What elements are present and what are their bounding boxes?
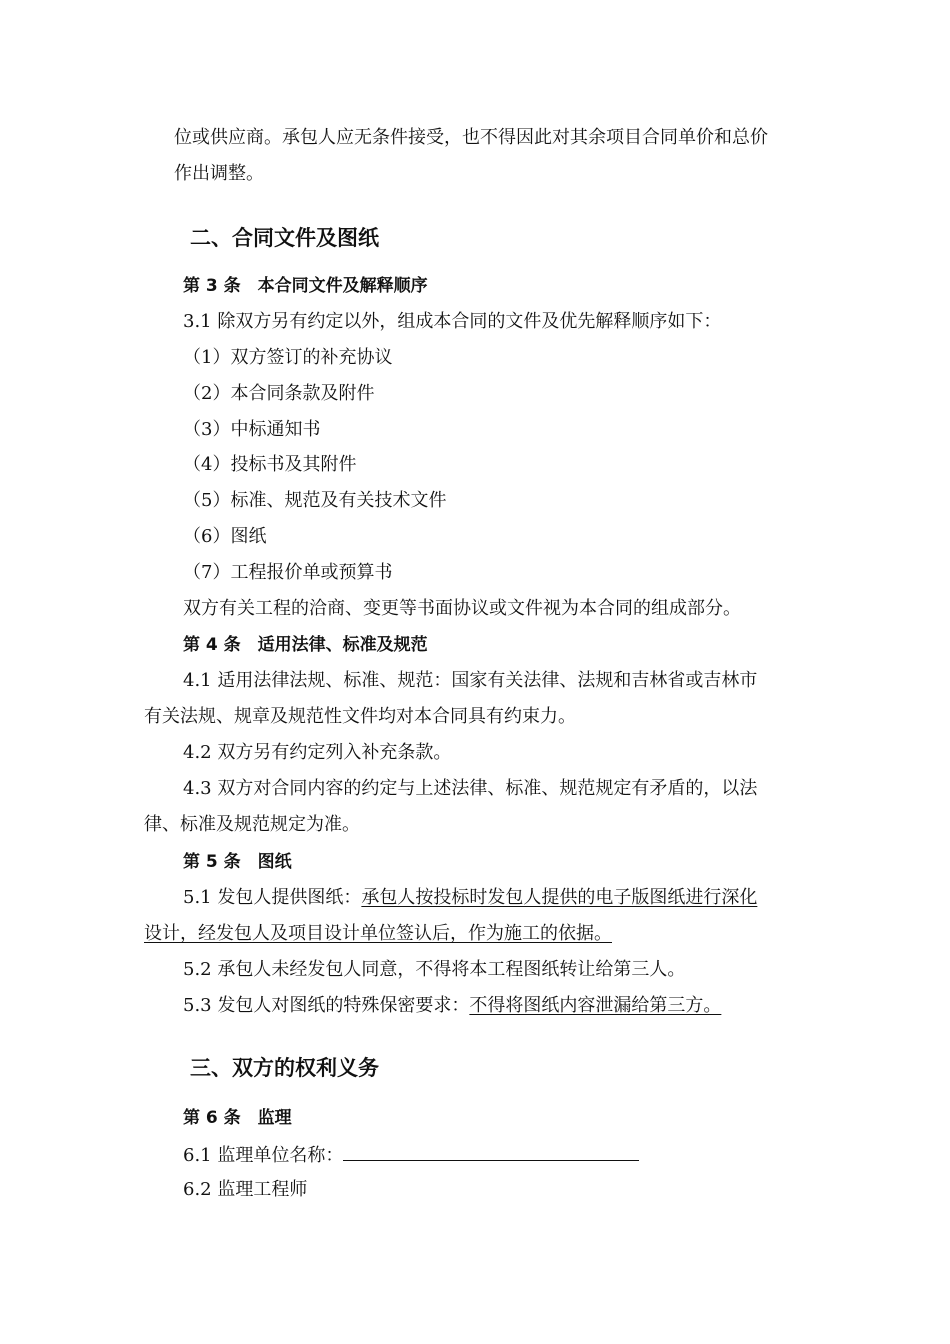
article-3-note: 双方有关工程的洽商、变更等书面协议或文件视为本合同的组成部分。 <box>183 598 741 619</box>
section-2-heading: 二、合同文件及图纸 <box>190 226 379 250</box>
intro-line-2: 作出调整。 <box>174 163 264 184</box>
list-item: （1）双方签订的补充协议 <box>183 347 393 368</box>
supervisor-name-blank <box>343 1142 639 1161</box>
clause-5-1-line-1 <box>183 886 757 910</box>
clause-5-3 <box>183 994 721 1018</box>
clause-5-1-value: 承包人按投标时发包人提供的电子版图纸进行深化 <box>361 887 758 908</box>
clause-5-3-label: 5.3 发包人对图纸的特殊保密要求： <box>183 995 470 1016</box>
intro-line-1: 位或供应商。承包人应无条件接受，也不得因此对其余项目合同单价和总价 <box>174 127 768 148</box>
clause-4-1-line-1: 4.1 适用法律法规、标准、规范：国家有关法律、法规和吉林省或吉林市 <box>183 670 758 691</box>
article-3-heading: 第 3 条 本合同文件及解释顺序 <box>183 276 428 296</box>
clause-3-1: 3.1 除双方另有约定以外，组成本合同的文件及优先解释顺序如下： <box>183 311 722 332</box>
clause-5-1-line-2: 设计，经发包人及项目设计单位签认后，作为施工的依据。 <box>144 923 612 944</box>
section-3-heading: 三、双方的权利义务 <box>190 1056 379 1080</box>
article-4-heading: 第 4 条 适用法律、标准及规范 <box>183 635 428 655</box>
list-item: （2）本合同条款及附件 <box>183 383 375 404</box>
clause-4-3-line-1: 4.3 双方对合同内容的约定与上述法律、标准、规范规定有矛盾的，以法 <box>183 778 758 799</box>
clause-5-2: 5.2 承包人未经发包人同意，不得将本工程图纸转让给第三人。 <box>183 959 686 980</box>
clause-4-1-line-2: 有关法规、规章及规范性文件均对本合同具有约束力。 <box>144 706 576 727</box>
list-item: （4）投标书及其附件 <box>183 454 357 475</box>
clause-4-2: 4.2 双方另有约定列入补充条款。 <box>183 742 452 763</box>
clause-6-1 <box>183 1142 639 1168</box>
list-item: （3）中标通知书 <box>183 419 321 440</box>
list-item: （7）工程报价单或预算书 <box>183 562 393 583</box>
clause-4-3-line-2: 律、标准及规范规定为准。 <box>144 814 360 835</box>
clause-6-1-label: 6.1 监理单位名称： <box>183 1145 344 1166</box>
clause-5-1-label: 5.1 发包人提供图纸： <box>183 887 362 908</box>
clause-6-2: 6.2 监理工程师 <box>183 1179 308 1200</box>
list-item: （5）标准、规范及有关技术文件 <box>183 490 447 511</box>
article-5-heading: 第 5 条 图纸 <box>183 852 292 872</box>
article-6-heading: 第 6 条 监理 <box>183 1108 292 1128</box>
list-item: （6）图纸 <box>183 526 267 547</box>
clause-5-3-value: 不得将图纸内容泄漏给第三方。 <box>469 995 722 1016</box>
